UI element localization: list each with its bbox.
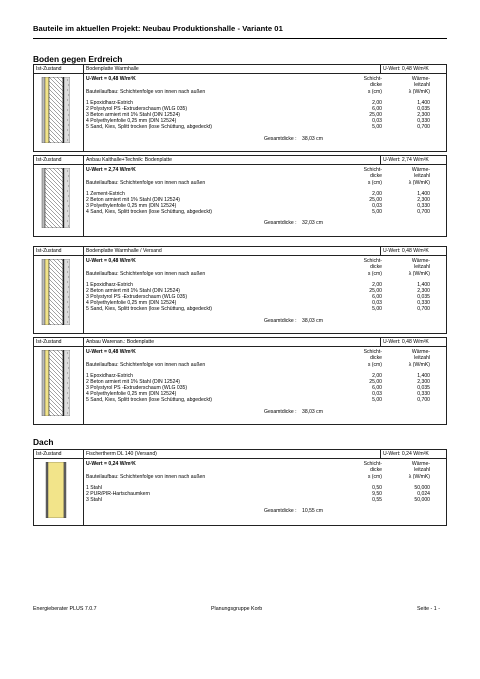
layer-list: [86, 373, 446, 403]
layer-conductivity: 2,300: [417, 288, 430, 295]
gravel-dot: [67, 322, 68, 323]
total-thickness-label: Gesamtdicke :: [264, 317, 297, 324]
layer-name: 3 Polystyrol PS -Extruderschaum (WLG 035): [86, 294, 188, 301]
layer-strip: [42, 350, 45, 416]
gravel-dot: [68, 358, 69, 359]
u-value-label: U-Wert = 0,48 W/m²K: [86, 76, 136, 82]
gravel-dot: [67, 120, 68, 121]
layer-conductivity: 1,400: [417, 191, 430, 197]
column-divider: [380, 156, 381, 164]
layer-thickness: 25,00: [369, 112, 382, 119]
conductivity-unit: λ (W/mK): [408, 474, 430, 480]
column-divider: [83, 65, 84, 151]
gravel-dot: [67, 211, 68, 212]
component-name: Fischertherm DL 140 (Versand): [86, 451, 157, 457]
gravel-dot: [67, 80, 68, 81]
gravel-dot: [67, 302, 68, 303]
layer-list: [86, 191, 446, 215]
gravel-dot: [67, 201, 68, 202]
layer-structure-caption: Bauteilaufbau: Schichtenfolge von innen nach außen: [86, 362, 206, 368]
layer-section-icon: [40, 77, 72, 143]
gravel-dot: [68, 95, 69, 96]
gravel-dot: [68, 125, 69, 126]
layer-thickness: 6,00: [372, 294, 382, 301]
u-value-label: U-Wert = 0,24 W/m²K: [86, 461, 136, 467]
status-label: Ist-Zustand: [36, 157, 62, 163]
layer-thickness: 5,00: [372, 124, 382, 131]
page-title: Bauteile im aktuellen Projekt: Neubau Produktionshalle - Variante 01: [33, 24, 283, 33]
layer-name: 2 Beton armiert mit 1% Stahl (DIN 12524): [86, 197, 180, 204]
layer-strip: [46, 462, 48, 518]
layer-name: 1 Epoxidharz-Estrich: [86, 282, 133, 288]
gravel-dot: [67, 191, 68, 192]
gravel-dot: [68, 85, 69, 86]
layer-thickness: 5,00: [372, 209, 382, 216]
gravel-dot: [67, 262, 68, 263]
thickness-column-header: Schicht- dicke: [363, 461, 382, 474]
layer-name: 3 Polystyrol PS -Extruderschaum (WLG 035): [86, 385, 188, 392]
layer-conductivity: 2,300: [417, 379, 430, 386]
thickness-unit: s (cm): [367, 89, 382, 95]
component-block-bodenplatte-versand[interactable]: [33, 246, 447, 334]
total-thickness-label: Gesamtdicke :: [264, 508, 297, 515]
column-divider: [380, 247, 381, 255]
gravel-dot: [67, 312, 68, 313]
layer-row: [86, 209, 446, 215]
layer-conductivity: 0,035: [417, 385, 430, 392]
layer-structure-caption: Bauteilaufbau: Schichtenfolge von innen nach außen: [86, 180, 206, 186]
thickness-unit: s (cm): [367, 271, 382, 277]
conductivity-unit: λ (W/mK): [408, 362, 430, 368]
thickness-column-header: Schicht- dicke: [363, 167, 382, 180]
thickness-unit: s (cm): [367, 180, 382, 186]
layer-thickness: 9,50: [372, 491, 382, 498]
conductivity-unit: λ (W/mK): [408, 89, 430, 95]
header-divider: [33, 38, 447, 39]
component-name: Bodenplatte Warmhalle / Versand: [86, 248, 162, 254]
column-divider: [83, 338, 84, 424]
gravel-dot: [68, 307, 69, 308]
gravel-dot: [68, 408, 69, 409]
component-name: Anbau Warenan.: Bodenplatte: [86, 339, 155, 345]
footer-company: Planungsgruppe Korb: [211, 606, 263, 612]
layer-name: 2 PUR/PIR-Hartschaumkern: [86, 491, 150, 498]
layer-row: [86, 397, 446, 403]
column-divider: [83, 450, 84, 525]
layer-list: [86, 485, 446, 503]
layer-strip: [42, 77, 45, 143]
layer-conductivity: 2,300: [417, 197, 430, 204]
cross-section-icon: [40, 77, 70, 143]
column-divider: [380, 338, 381, 346]
column-divider: [380, 450, 381, 458]
layer-section-icon: [40, 259, 72, 325]
u-value-label: U-Wert = 0,48 W/m²K: [86, 349, 136, 355]
layer-thickness: 0,55: [372, 497, 382, 504]
conductivity-column-header: Wärme- leitzahl: [411, 258, 430, 271]
layer-thickness: 25,00: [369, 379, 382, 386]
total-thickness-value: 32,03 cm: [301, 220, 323, 227]
conductivity-column-header: Wärme- leitzahl: [411, 461, 430, 474]
layer-strip: [64, 350, 70, 416]
thickness-column-header: Schicht- dicke: [363, 349, 382, 362]
thickness-column-header: Schicht- dicke: [363, 258, 382, 271]
layer-structure-caption: Bauteilaufbau: Schichtenfolge von innen nach außen: [86, 271, 206, 277]
gravel-dot: [67, 221, 68, 222]
layer-strip: [45, 350, 49, 416]
gravel-dot: [68, 105, 69, 106]
gravel-dot: [67, 282, 68, 283]
gravel-dot: [68, 297, 69, 298]
layer-thickness: 0,03: [372, 391, 382, 398]
layer-name: 5 Sand, Kies, Splitt trocken (lose Schüttung, abgedeckt): [86, 397, 213, 404]
layer-name: 4 Sand, Kies, Splitt trocken (lose Schüttung, abgedeckt): [86, 209, 213, 216]
layer-name: 1 Epoxidharz-Estrich: [86, 100, 133, 106]
layer-name: 2 Beton armiert mit 1% Stahl (DIN 12524): [86, 288, 180, 295]
layer-strip: [64, 259, 70, 325]
column-divider: [83, 156, 84, 236]
column-divider: [380, 65, 381, 73]
layer-conductivity: 0,330: [417, 300, 430, 307]
total-thickness-value: 38,03 cm: [301, 408, 323, 415]
gravel-dot: [67, 373, 68, 374]
layer-conductivity: 0,700: [417, 397, 430, 404]
u-value-label: U-Wert = 0,48 W/m²K: [86, 258, 136, 264]
layer-name: 1 Stahl: [86, 485, 102, 491]
gravel-dot: [68, 206, 69, 207]
total-thickness-label: Gesamtdicke :: [264, 135, 297, 142]
gravel-dot: [68, 135, 69, 136]
gravel-dot: [68, 186, 69, 187]
status-label: Ist-Zustand: [36, 248, 62, 254]
gravel-dot: [68, 226, 69, 227]
footer-software: Energieberater PLUS 7.0.7: [33, 606, 97, 612]
layer-conductivity: 0,035: [417, 294, 430, 301]
status-label: Ist-Zustand: [36, 339, 62, 345]
component-name: Anbau Kalthalle+Technik: Bodenplatte: [86, 157, 172, 163]
gravel-dot: [68, 368, 69, 369]
layer-name: 3 Beton armiert mit 1% Stahl (DIN 12524): [86, 112, 180, 119]
gravel-dot: [67, 272, 68, 273]
gravel-dot: [68, 317, 69, 318]
layer-list: [86, 100, 446, 130]
conductivity-unit: λ (W/mK): [408, 180, 430, 186]
total-thickness-label: Gesamtdicke :: [264, 220, 297, 227]
layer-name: 2 Polystyrol PS -Extruderschaum (WLG 035): [86, 106, 188, 113]
layer-name: 3 Stahl: [86, 497, 102, 504]
layer-conductivity: 0,700: [417, 209, 430, 216]
component-name: Bodenplatte Warmhalle: [86, 66, 139, 72]
layer-conductivity: 1,400: [417, 100, 430, 106]
gravel-dot: [67, 393, 68, 394]
layer-name: 2 Beton armiert mit 1% Stahl (DIN 12524): [86, 379, 180, 386]
total-thickness: [264, 318, 384, 324]
gravel-dot: [67, 181, 68, 182]
status-label: Ist-Zustand: [36, 66, 62, 72]
layer-conductivity: 0,700: [417, 124, 430, 131]
gravel-dot: [68, 277, 69, 278]
gravel-dot: [67, 140, 68, 141]
gravel-dot: [67, 403, 68, 404]
cross-section-icon: [40, 168, 70, 228]
layer-conductivity: 0,330: [417, 203, 430, 210]
cross-section-icon: [40, 259, 70, 325]
layer-name: 1 Epoxidharz-Estrich: [86, 373, 133, 379]
conductivity-unit: λ (W/mK): [408, 271, 430, 277]
layer-thickness: 0,50: [372, 485, 382, 491]
section-title-dach: Dach: [33, 437, 54, 447]
layer-strip: [42, 259, 45, 325]
gravel-dot: [67, 292, 68, 293]
total-thickness-value: 10,55 cm: [301, 508, 323, 515]
layer-list: [86, 282, 446, 312]
layer-name: 1 Zement-Estrich: [86, 191, 125, 197]
layer-thickness: 0,03: [372, 118, 382, 125]
layer-thickness: 0,03: [372, 203, 382, 210]
layer-section-icon: [40, 168, 72, 228]
column-divider: [83, 247, 84, 333]
conductivity-column-header: Wärme- leitzahl: [411, 167, 430, 180]
gravel-dot: [68, 196, 69, 197]
layer-strip: [64, 168, 70, 228]
layer-conductivity: 0,035: [417, 106, 430, 113]
conductivity-column-header: Wärme- leitzahl: [411, 349, 430, 362]
component-block-fischertherm[interactable]: [33, 449, 447, 526]
layer-row: [86, 306, 446, 312]
u-value-badge: U-Wert: 0,24 W/m²K: [383, 451, 429, 457]
cross-section-icon: [40, 350, 70, 416]
layer-conductivity: 0,700: [417, 306, 430, 313]
layer-thickness: 2,00: [372, 191, 382, 197]
total-thickness-value: 38,03 cm: [301, 135, 323, 142]
total-thickness: [264, 136, 384, 142]
gravel-dot: [67, 353, 68, 354]
layer-row: [86, 124, 446, 130]
component-block-anbau-kalthalle[interactable]: [33, 155, 447, 237]
layer-strip: [42, 168, 45, 228]
layer-thickness: 2,00: [372, 373, 382, 379]
thickness-unit: s (cm): [367, 362, 382, 368]
layer-strip: [48, 462, 64, 518]
layer-thickness: 25,00: [369, 288, 382, 295]
gravel-dot: [67, 90, 68, 91]
layer-strip: [45, 259, 49, 325]
gravel-dot: [67, 383, 68, 384]
layer-conductivity: 1,400: [417, 373, 430, 379]
gravel-dot: [68, 176, 69, 177]
gravel-dot: [68, 398, 69, 399]
layer-thickness: 6,00: [372, 385, 382, 392]
component-block-anbau-warenan[interactable]: [33, 337, 447, 425]
gravel-dot: [68, 216, 69, 217]
conductivity-column-header: Wärme- leitzahl: [411, 76, 430, 89]
total-thickness-value: 38,03 cm: [301, 317, 323, 324]
section-title-boden: Boden gegen Erdreich: [33, 54, 123, 64]
layer-thickness: 5,00: [372, 306, 382, 313]
layer-conductivity: 50,000: [414, 497, 430, 504]
footer-page-number: Seite - 1 -: [417, 606, 440, 612]
total-thickness: [264, 409, 384, 415]
layer-structure-caption: Bauteilaufbau: Schichtenfolge von innen nach außen: [86, 89, 206, 95]
layer-row: [86, 497, 446, 503]
gravel-dot: [67, 413, 68, 414]
layer-thickness: 5,00: [372, 397, 382, 404]
layer-section-icon: [40, 350, 72, 416]
total-thickness-label: Gesamtdicke :: [264, 408, 297, 415]
thickness-unit: s (cm): [367, 474, 382, 480]
gravel-dot: [68, 267, 69, 268]
layer-strip: [64, 462, 66, 518]
layer-thickness: 0,03: [372, 300, 382, 307]
gravel-dot: [68, 378, 69, 379]
layer-structure-caption: Bauteilaufbau: Schichtenfolge von innen nach außen: [86, 474, 206, 480]
layer-name: 3 Polyethylenfolie 0,25 mm (DIN 12524): [86, 203, 177, 210]
layer-name: 4 Polyethylenfolie 0,25 mm (DIN 12524): [86, 391, 177, 398]
layer-name: 5 Sand, Kies, Splitt trocken (lose Schüttung, abgedeckt): [86, 306, 213, 313]
u-value-label: U-Wert = 2,74 W/m²K: [86, 167, 136, 173]
layer-section-icon: [40, 462, 72, 518]
layer-conductivity: 1,400: [417, 282, 430, 288]
total-thickness: [264, 220, 384, 226]
u-value-badge: U-Wert: 2,74 W/m²K: [383, 157, 429, 163]
gravel-dot: [67, 110, 68, 111]
gravel-dot: [67, 130, 68, 131]
layer-conductivity: 2,300: [417, 112, 430, 119]
layer-thickness: 25,00: [369, 197, 382, 204]
layer-name: 4 Polyethylenfolie 0,25 mm (DIN 12524): [86, 118, 177, 125]
gravel-dot: [68, 115, 69, 116]
layer-conductivity: 50,000: [414, 485, 430, 491]
component-block-bodenplatte-warmhalle[interactable]: [33, 64, 447, 152]
cross-section-icon: [40, 462, 70, 518]
layer-strip: [45, 77, 49, 143]
layer-name: 5 Sand, Kies, Splitt trocken (lose Schüttung, abgedeckt): [86, 124, 213, 131]
layer-thickness: 2,00: [372, 100, 382, 106]
layer-thickness: 6,00: [372, 106, 382, 113]
gravel-dot: [67, 171, 68, 172]
layer-conductivity: 0,330: [417, 391, 430, 398]
gravel-dot: [68, 287, 69, 288]
u-value-badge: U-Wert: 0,48 W/m²K: [383, 248, 429, 254]
gravel-dot: [67, 363, 68, 364]
gravel-dot: [68, 388, 69, 389]
u-value-badge: U-Wert: 0,48 W/m²K: [383, 339, 429, 345]
thickness-column-header: Schicht- dicke: [363, 76, 382, 89]
status-label: Ist-Zustand: [36, 451, 62, 457]
layer-thickness: 2,00: [372, 282, 382, 288]
gravel-dot: [67, 100, 68, 101]
layer-conductivity: 0,330: [417, 118, 430, 125]
layer-strip: [64, 77, 70, 143]
layer-name: 4 Polyethylenfolie 0,25 mm (DIN 12524): [86, 300, 177, 307]
u-value-badge: U-Wert: 0,48 W/m²K: [383, 66, 429, 72]
total-thickness: [264, 508, 384, 514]
layer-conductivity: 0,024: [417, 491, 430, 498]
